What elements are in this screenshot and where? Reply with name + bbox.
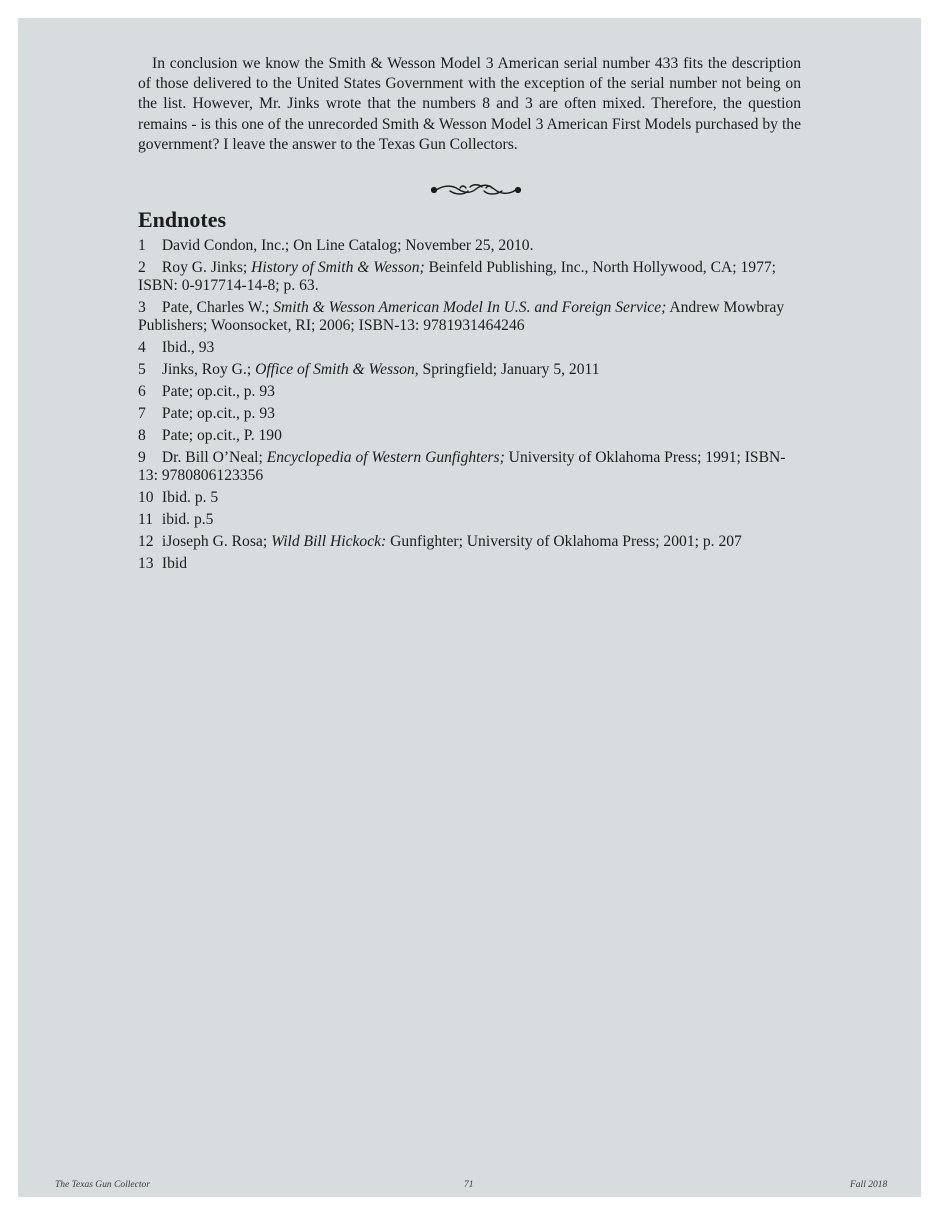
- endnote-title: Smith & Wesson American Model In U.S. and Foreign Service;: [273, 299, 667, 316]
- endnote-title: Wild Bill Hickock:: [271, 533, 387, 550]
- endnote-number: 7: [138, 405, 146, 422]
- endnotes-list: [138, 237, 798, 577]
- endnote-title: History of Smith & Wesson;: [251, 259, 425, 276]
- endnote-title: Office of Smith & Wesson,: [255, 361, 419, 378]
- endnote-text: Jinks, Roy G.;: [161, 361, 256, 378]
- endnote-item: [138, 555, 798, 573]
- endnote-item: [138, 533, 798, 551]
- endnote-text: Ibid., 93: [161, 339, 215, 356]
- endnote-item: [138, 511, 798, 529]
- endnote-item: [138, 259, 798, 295]
- endnote-text: Pate, Charles W.;: [161, 299, 274, 316]
- footer-page-number: 71: [464, 1180, 474, 1190]
- endnote-item: [138, 449, 798, 485]
- endnote-text: Beinfeld Publishing, Inc., North Hollywood, CA; 1977; ISBN: 0-917714-14-8; p. 63.: [138, 259, 776, 294]
- endnote-number: 12: [138, 533, 154, 550]
- endnote-item: [138, 427, 798, 445]
- endnote-text: Pate; op.cit., p. 93: [161, 383, 275, 400]
- endnote-text: Gunfighter; University of Oklahoma Press; 2001; p. 207: [386, 533, 742, 550]
- document-page: [18, 18, 921, 1197]
- endnote-text: Ibid. p. 5: [161, 489, 219, 506]
- footer-issue: Fall 2018: [850, 1180, 888, 1190]
- endnote-number: 3: [138, 299, 146, 316]
- endnote-title: Encyclopedia of Western Gunfighters;: [266, 449, 505, 466]
- endnote-text: iJoseph G. Rosa;: [161, 533, 272, 550]
- endnote-number: 10: [138, 489, 154, 506]
- endnote-item: [138, 237, 798, 255]
- endnote-number: 1: [138, 237, 146, 254]
- endnote-text: Dr. Bill O’Neal;: [161, 449, 267, 466]
- endnote-text: ibid. p.5: [161, 511, 214, 528]
- endnote-item: [138, 383, 798, 401]
- endnote-text: Pate; op.cit., P. 190: [161, 427, 282, 444]
- endnote-item: [138, 361, 798, 379]
- endnote-text: Andrew Mowbray Publishers; Woonsocket, RI; 2006; ISBN-13: 9781931464246: [138, 299, 785, 334]
- endnote-text: University of Oklahoma Press; 1991; ISBN-13: 9780806123356: [138, 449, 786, 484]
- endnote-item: [138, 299, 798, 335]
- footer-publication: The Texas Gun Collector: [55, 1180, 150, 1190]
- endnote-number: 11: [138, 511, 154, 528]
- conclusion-paragraph: In conclusion we know the Smith & Wesson Model 3 American serial number 433 fits the description of those delivered to the United States Government with the exception of the serial number not being on the list. However, Mr. Jinks wrote that the numbers 8 and 3 are often mixed. Therefore, the question remains - is this one of the unrecorded Smith & Wesson Model 3 American First Models purchased by the government? I leave the answer to the Texas Gun Collectors.: [138, 55, 801, 153]
- endnote-text: Pate; op.cit., p. 93: [161, 405, 275, 422]
- endnote-number: 2: [138, 259, 146, 276]
- endnote-number: 5: [138, 361, 146, 378]
- endnote-number: 4: [138, 339, 146, 356]
- endnote-item: [138, 489, 798, 507]
- endnote-number: 8: [138, 427, 146, 444]
- scroll-flourish-icon: [430, 183, 522, 197]
- endnote-item: [138, 405, 798, 423]
- endnote-text: Roy G. Jinks;: [161, 259, 252, 276]
- endnote-number: 13: [138, 555, 154, 572]
- endnote-number: 9: [138, 449, 146, 466]
- endnote-text: Ibid: [161, 555, 188, 572]
- endnote-number: 6: [138, 383, 146, 400]
- endnotes-heading: Endnotes: [138, 207, 227, 232]
- endnote-text: Springfield; January 5, 2011: [418, 361, 600, 378]
- endnote-item: [138, 339, 798, 357]
- endnote-text: David Condon, Inc.; On Line Catalog; November 25, 2010.: [161, 237, 534, 254]
